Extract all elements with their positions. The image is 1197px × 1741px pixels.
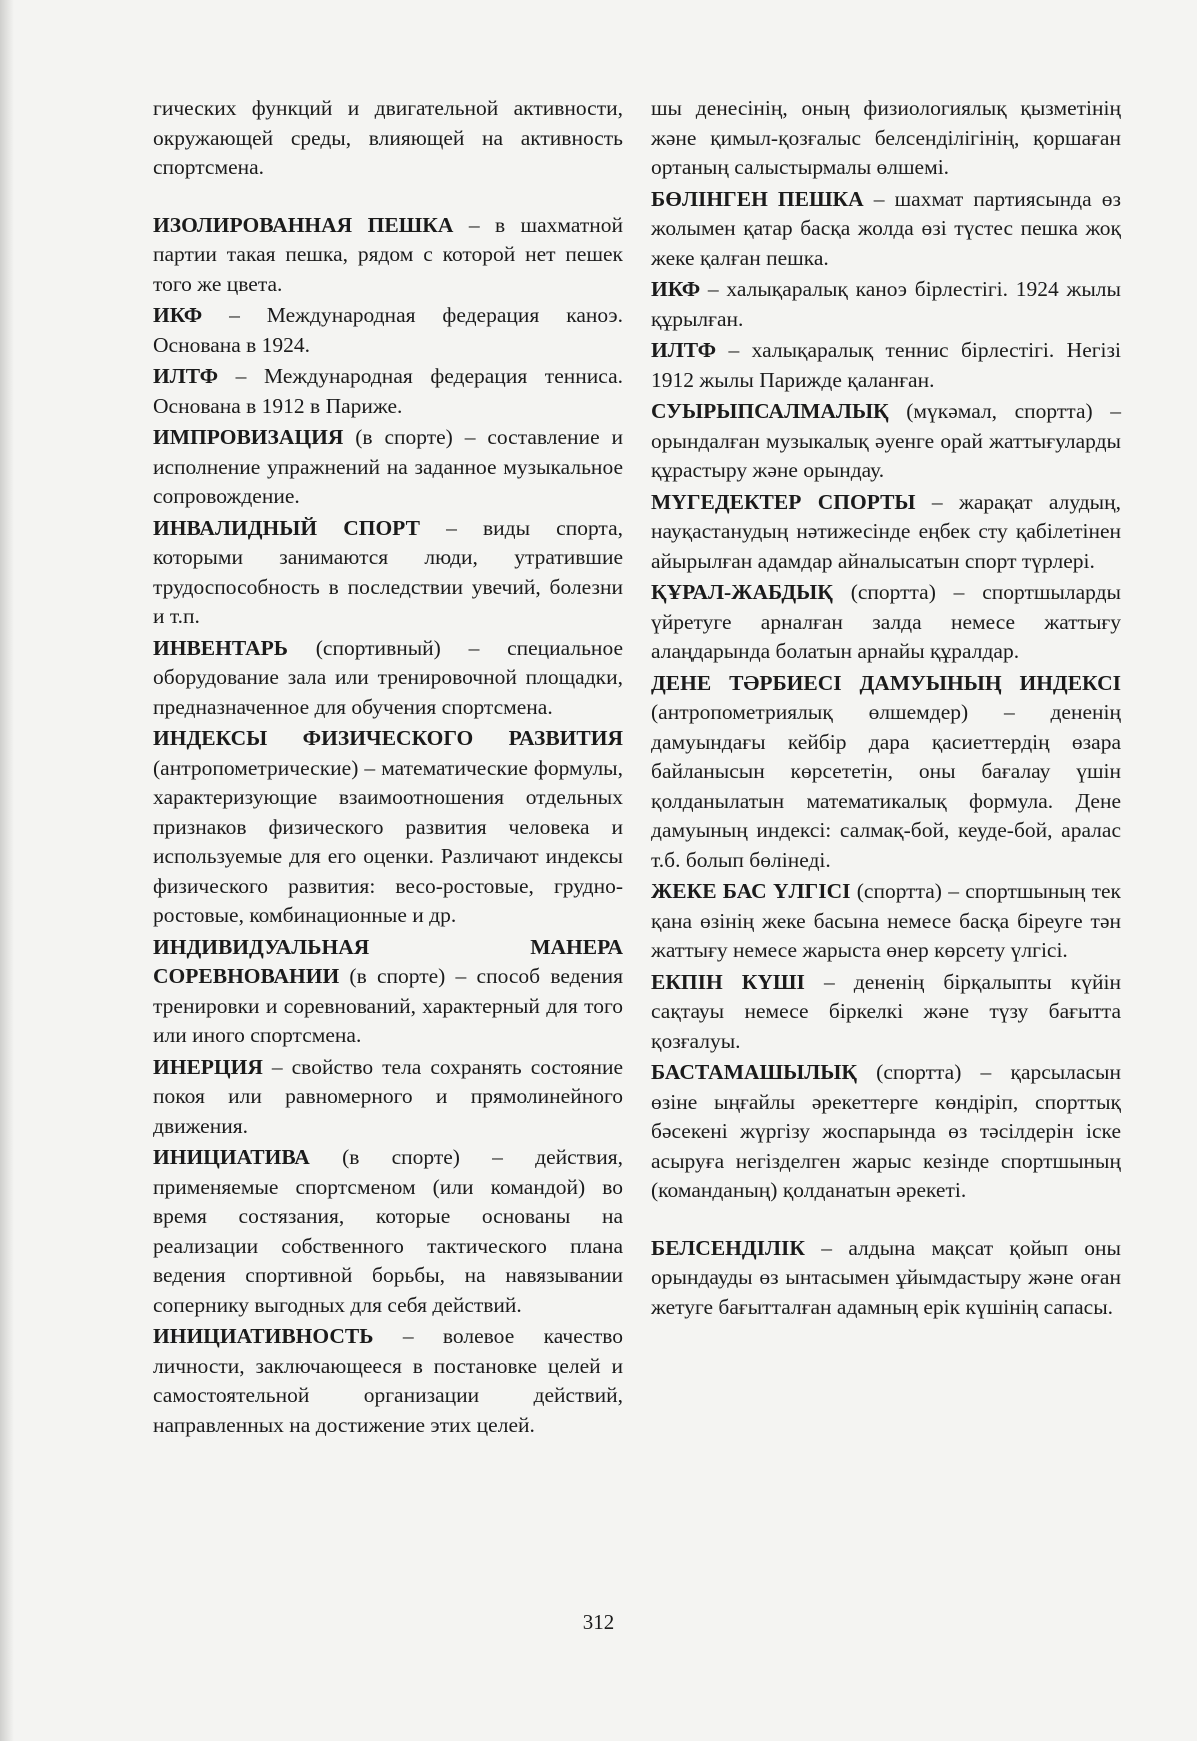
entry-term: ИЛТФ [651, 338, 717, 362]
entry-definition: – дененің бірқалыпты күйін сақтауы немесе біркелкі жəне түзу бағытта қозғалуы. [651, 969, 1121, 1053]
entry [651, 488, 1121, 577]
entry-term: ИМПРОВИЗАЦИЯ [153, 425, 344, 449]
entry-definition: – халықаралық теннис бірлестігі. Негізі 1912 жылы Парижде қаланған. [651, 338, 1121, 392]
entry-definition: – алдына мақсат қойып оны орындауды өз ынтасымен ұйымдастыру жəне оған жетуге бағытталған адамның ерік күшінің сапасы. [651, 1235, 1121, 1319]
entry-definition: (в спорте) – способ ведения тренировки и соревнований, характерный для того или иного спортсмена. [153, 964, 623, 1047]
entry-term: ИНВЕНТАРЬ [153, 635, 288, 660]
entry-term: ИЛТФ [153, 364, 219, 388]
entry [153, 514, 623, 632]
entry [153, 1143, 623, 1320]
entry-definition: (в спорте) – составление и исполнение упражнений на заданное музыкальное сопровождение. [153, 425, 623, 508]
entry [651, 877, 1121, 966]
entry [153, 1322, 623, 1440]
entry [651, 1058, 1121, 1206]
entry-definition: – в шахматной партии такая пешка, рядом с которой нет пешек того же цвета. [153, 212, 623, 296]
entry-definition: – шахмат партиясында өз жолымен қатар басқа жолда өзі түстес пешка жоқ жеке қалған пешка. [651, 186, 1121, 270]
entry [153, 1053, 623, 1142]
entry-term: БӨЛІНГЕН ПЕШКА [651, 186, 864, 211]
entry-term: ИНИЦИАТИВНОСТЬ [153, 1324, 374, 1348]
entry [651, 397, 1121, 486]
entry [651, 968, 1121, 1057]
entry-definition: – Международная федерация каноэ. Основана в 1924. [153, 303, 623, 357]
entry [651, 185, 1121, 274]
entry-definition: – волевое качество личности, заключающееся в постановке целей и самостоятельной организации действий, направленных на достижение этих целей. [153, 1324, 623, 1437]
entry-term: ИКФ [153, 303, 203, 327]
entry-term: ЕКПІН КҮШІ [651, 969, 805, 994]
entry [153, 362, 623, 421]
entry-definition: (спортта) – қарсыласын өзіне ыңғайлы əрекеттерге көндіріп, спорттық бəсекені жүргізу жоспарында өз тəсілдерін іске асыруға негізделген жарыс кезінде спортшының (команданың) қолданатын əрекеті. [651, 1060, 1121, 1202]
entry-definition: – виды спорта, которыми занимаются люди, утратившие трудоспособность в последствии увечий, болезни и т.п. [153, 515, 623, 628]
entry-term: ИНЕРЦИЯ [153, 1054, 263, 1079]
right-column [651, 94, 1121, 1324]
page-number: 312 [582, 1610, 615, 1634]
entry-term: ИНДЕКСЫ ФИЗИЧЕСКОГО РАЗВИТИЯ [153, 726, 623, 750]
entry-term: ДЕНЕ ТƏРБИЕСІ ДАМУЫНЫҢ ИНДЕКСІ [651, 670, 1121, 695]
entry-term: ЖЕКЕ БАС ҮЛГІСІ [651, 879, 851, 903]
entry-definition: – халықаралық каноэ бірлестігі. 1924 жылы құрылған. [651, 277, 1121, 331]
entry-term: МҮГЕДЕКТЕР СПОРТЫ [651, 489, 916, 514]
entry [651, 275, 1121, 334]
entry-term: ИНВАЛИДНЫЙ СПОРТ [153, 515, 420, 540]
entry [153, 724, 623, 931]
entry-term: ИНИЦИАТИВА [153, 1145, 310, 1169]
entry [153, 933, 623, 1051]
entry-definition: – жарақат алудың, науқастанудың нəтижесінде еңбек сту қабілетінен айырылған адамдар айналысатын спорт түрлері. [651, 489, 1121, 573]
entry-term: ИЗОЛИРОВАННАЯ ПЕШКА [153, 212, 454, 237]
entry [153, 634, 623, 723]
entry-definition: (спортта) – спортшыларды үйретуге арналған залда немесе жаттығу алаңдарында болатын арнайы құралдар. [651, 580, 1121, 663]
entry-definition: – свойство тела сохранять состояние покоя или равномерного и прямолинейного движения. [153, 1054, 623, 1138]
entry [153, 301, 623, 360]
entry [153, 211, 623, 300]
entry-definition: (спортивный) – специальное оборудование зала или тренировочной площадки, предназначенное для обучения спортсмена. [153, 635, 623, 719]
entry [651, 578, 1121, 667]
entry [651, 669, 1121, 876]
entry: гических функций и двигательной активности, окружающей среды, влияющей на активность спортсмена. [153, 96, 623, 179]
entry-definition: (антропометриялық өлшемдер) – дененің дамуындағы кейбір дара қасиеттердің өзара байланысын көрсететін, оны бағалау үшін қолданылатын математикалық формула. Дене дамуының индексі: салмақ-бой, кеуде-бой, аралас т.б. болып бөлінеді. [651, 700, 1121, 872]
entry-definition: (антропометрические) – математические формулы, характеризующие взаимоотношения отдельных признаков физического развития человека и используемые для его оценки. Различают индексы физического развития: весо-ростовые, грудно-ростовые, комбинационные и др. [153, 755, 623, 927]
page-edge-shadow [0, 0, 14, 1741]
entry [651, 336, 1121, 395]
entry-term: БЕЛСЕНДІЛІК [651, 1235, 806, 1260]
entry-definition: – Международная федерация тенниса. Основана в 1912 в Париже. [153, 364, 623, 418]
entry [651, 1234, 1121, 1323]
entry-term: БАСТАМАШЫЛЫҚ [651, 1060, 857, 1084]
entry: шы денесінің, оның физиологиялық қызметінің және қимыл-қозғалыс белсенділігінің, қоршаған ортаның салыстырмалы өлшемі. [651, 96, 1121, 179]
entry-term: ИКФ [651, 277, 701, 301]
entry [153, 423, 623, 512]
entry-term: ҚҰРАЛ-ЖАБДЫҚ [651, 580, 833, 604]
entry-definition: (мүкəмал, спортта) – орындалған музыкалық əуенге орай жаттығуларды құрастыру жəне орындау. [651, 399, 1121, 482]
left-column [153, 94, 623, 1442]
entry-term: ИНДИВИДУАЛЬНАЯ МАНЕРА СОРЕВНОВАНИИ [153, 934, 623, 988]
entry-term: СУЫРЫПСАЛМАЛЫҚ [651, 399, 889, 423]
entry-definition: (в спорте) – действия, применяемые спортсменом (или командой) во время состязания, которые основаны на реализации собственного тактического плана ведения спортивной борьбы, на навязывании сопернику выгодных для себя действий. [153, 1145, 623, 1317]
entry-definition: (спортта) – спортшының тек қана өзінің жеке басына немесе басқа біреуге тəн жаттығу немесе жарыста өнер көрсету үлгісі. [651, 879, 1122, 962]
